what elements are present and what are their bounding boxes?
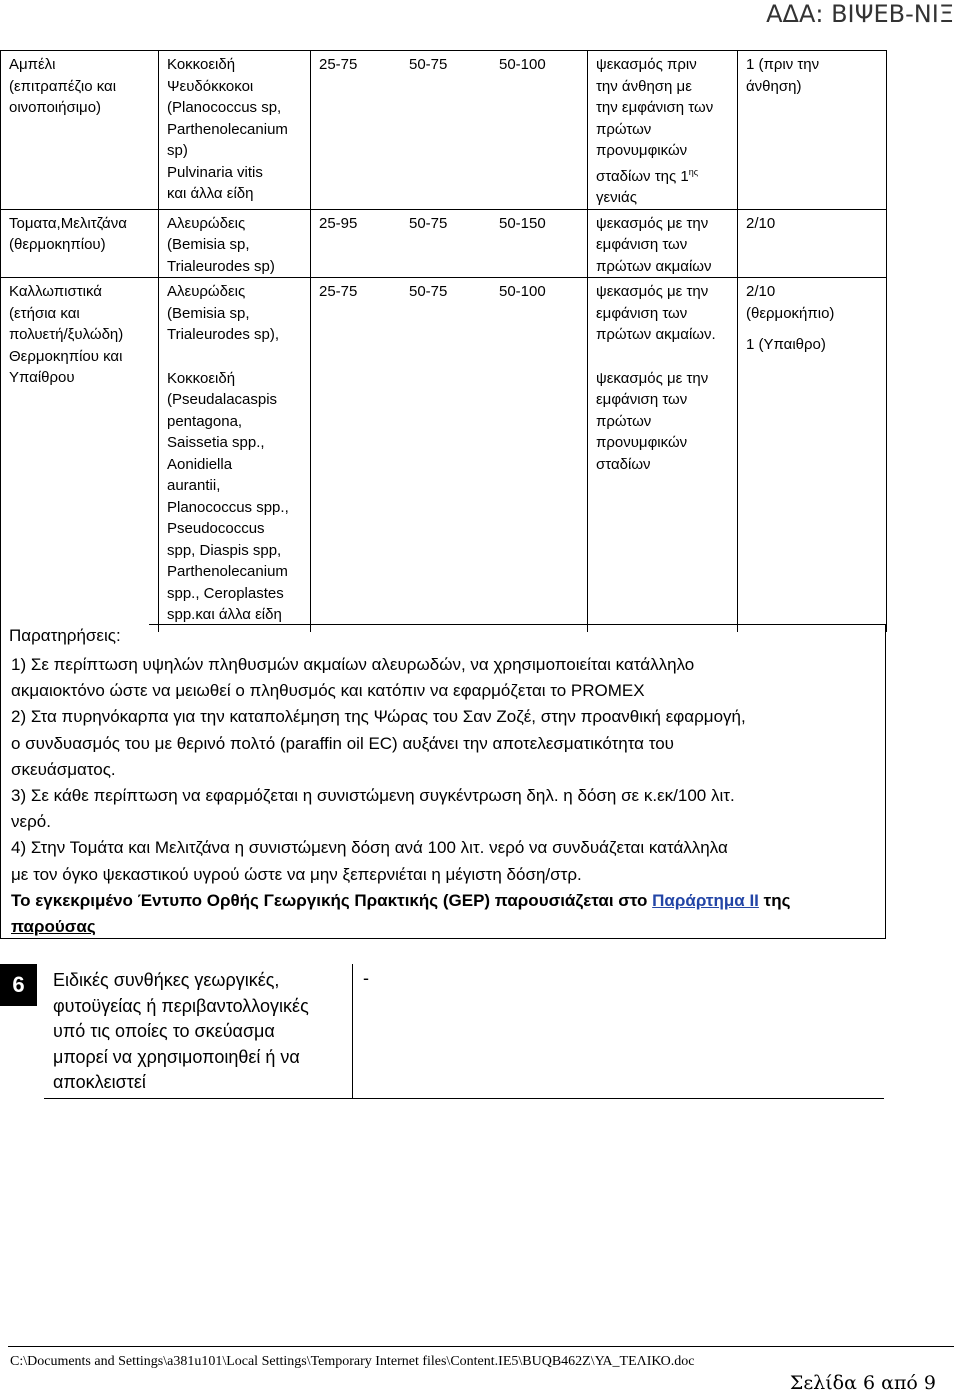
dose-value: 50-150 (499, 214, 546, 232)
note-line: σκευάσματος. (11, 759, 116, 779)
note-line: 3) Σε κάθε περίπτωση να εφαρμόζεται η συνιστώμενη συγκέντρωση δηλ. η δόση σε κ.εκ/100 λιτ. (11, 786, 735, 806)
applications-cell: 1 (πριν την άνθηση) (738, 51, 887, 210)
usage-table (0, 50, 887, 632)
section-number-badge: 6 (0, 964, 37, 1006)
note-line: νερό. (11, 812, 51, 832)
crop-cell: Αμπέλι (επιτραπέζιο και οινοποιήσιμο) (1, 51, 159, 210)
table-row (1, 278, 887, 632)
footer-divider (8, 1346, 954, 1347)
crop-cell: Τοματα,Μελιτζάνα (θερμοκηπίου) (1, 209, 159, 278)
dose-cell (311, 209, 588, 278)
annex-link[interactable]: Παράρτημα ΙΙ (652, 890, 759, 910)
applications-cell: 2/10 (θερμοκήπιο) 1 (Υπαιθρο) (738, 278, 887, 632)
note-line: ο συνδυασμός του με θερινό πολτό (paraffin oil EC) αυξάνει την αποτελεσματικότητα του (11, 733, 674, 753)
ada-header: ΑΔΑ: ΒΙΨΕΒ-ΝΙΞ (766, 0, 954, 28)
pest-cell: Αλευρώδεις (Bemisia sp, Trialeurodes sp), Κοκκοειδή (Pseudalacaspis pentagona, Saissetia spp., Aonidiella aurantii, Planococcus spp., Pseudococcus spp, Diaspis spp, Parthenolecanium spp., Ceroplastes spp.και άλλα είδη (159, 278, 311, 632)
section-6-value: - (363, 968, 369, 988)
notes-title: Παρατηρήσεις: (9, 626, 121, 645)
dose-value: 25-95 (319, 214, 358, 232)
dose-value: 25-75 (319, 56, 358, 73)
pest-cell: Κοκκοειδή Ψευδόκκοκοι (Planococcus sp, Parthenolecanium sp) Pulvinaria vitis και άλλα είδη (159, 51, 311, 210)
dose-value: 25-75 (319, 283, 358, 300)
section-6-label: Ειδικές συνθήκες γεωργικές, φυτοϋγείας ή περιβαντολλογικές υπό τις οποίες το σκεύασμα μπορεί να χρησιμοποιηθεί ή να αποκλειστεί (53, 970, 309, 1092)
dose-value: 50-75 (409, 56, 448, 73)
notes-box (0, 624, 886, 939)
notes-body (11, 652, 881, 940)
gep-note-end: παρούσας (11, 917, 96, 937)
note-line: 4) Στην Τομάτα και Μελιτζάνα η συνιστώμενη δόση ανά 100 λιτ. νερό να συνδυάζεται κατάλληλα (11, 838, 728, 858)
gep-note: Το εγκεκριμένο Έντυπο Ορθής Γεωργικής Πρακτικής (GEP) παρουσιάζεται στο Παράρτημα ΙΙ της (11, 890, 791, 910)
table-row (1, 209, 887, 278)
note-line: 1) Σε περίπτωση υψηλών πληθυσμών ακμαίων αλευρωδών, να χρησιμοποιείται κατάλληλο (11, 655, 695, 674)
dose-cell (311, 278, 588, 632)
dose-value: 50-75 (409, 214, 448, 232)
note-line: 2) Στα πυρηνόκαρπα για την καταπολέμηση της Ψώρας του Σαν Ζοζέ, στην προανθική εφαρμογή, (11, 707, 746, 727)
pest-cell: Αλευρώδεις (Bemisia sp, Trialeurodes sp) (159, 209, 311, 278)
footer-file-path: C:\Documents and Settings\a381u101\Local Settings\Temporary Internet files\Content.IE5\BUQB462Z\ΥΑ_ΤΕΛΙΚΟ.doc (10, 1354, 695, 1369)
dose-value: 50-100 (499, 283, 546, 300)
dose-cell (311, 51, 588, 210)
dose-value: 50-75 (409, 283, 448, 300)
timing-cell: ψεκασμός πριν την άνθηση με την εμφάνιση των πρώτων προνυμφικών σταδίων της $1^{\eta\varsigma}$ γενιάς (588, 51, 738, 210)
timing-cell: ψεκασμός με την εμφάνιση των πρώτων ακμαίων. ψεκασμός με την εμφάνιση των πρώτων προνυμφικών σταδίων (588, 278, 738, 632)
timing-cell: ψεκασμός με την εμφάνιση των πρώτων ακμαίων (588, 209, 738, 278)
dose-value: 50-100 (499, 56, 546, 73)
note-line: με τον όγκο ψεκαστικού υγρού ώστε να μην ξεπερνιέται η μέγιστη δόση/στρ. (11, 864, 582, 884)
note-line: ακμαιοκτόνο ώστε να μειωθεί ο πληθυσμός και κατόπιν να εφαρμόζεται το PROMEX (11, 681, 645, 701)
table-row (1, 51, 887, 210)
page-number: Σελίδα 6 από 9 (789, 1372, 936, 1394)
applications-cell: 2/10 (738, 209, 887, 278)
crop-cell: Καλλωπιστικά (ετήσια και πολυετή/ξυλώδη) Θερμοκηπίου και Υπαίθρου (1, 278, 159, 632)
